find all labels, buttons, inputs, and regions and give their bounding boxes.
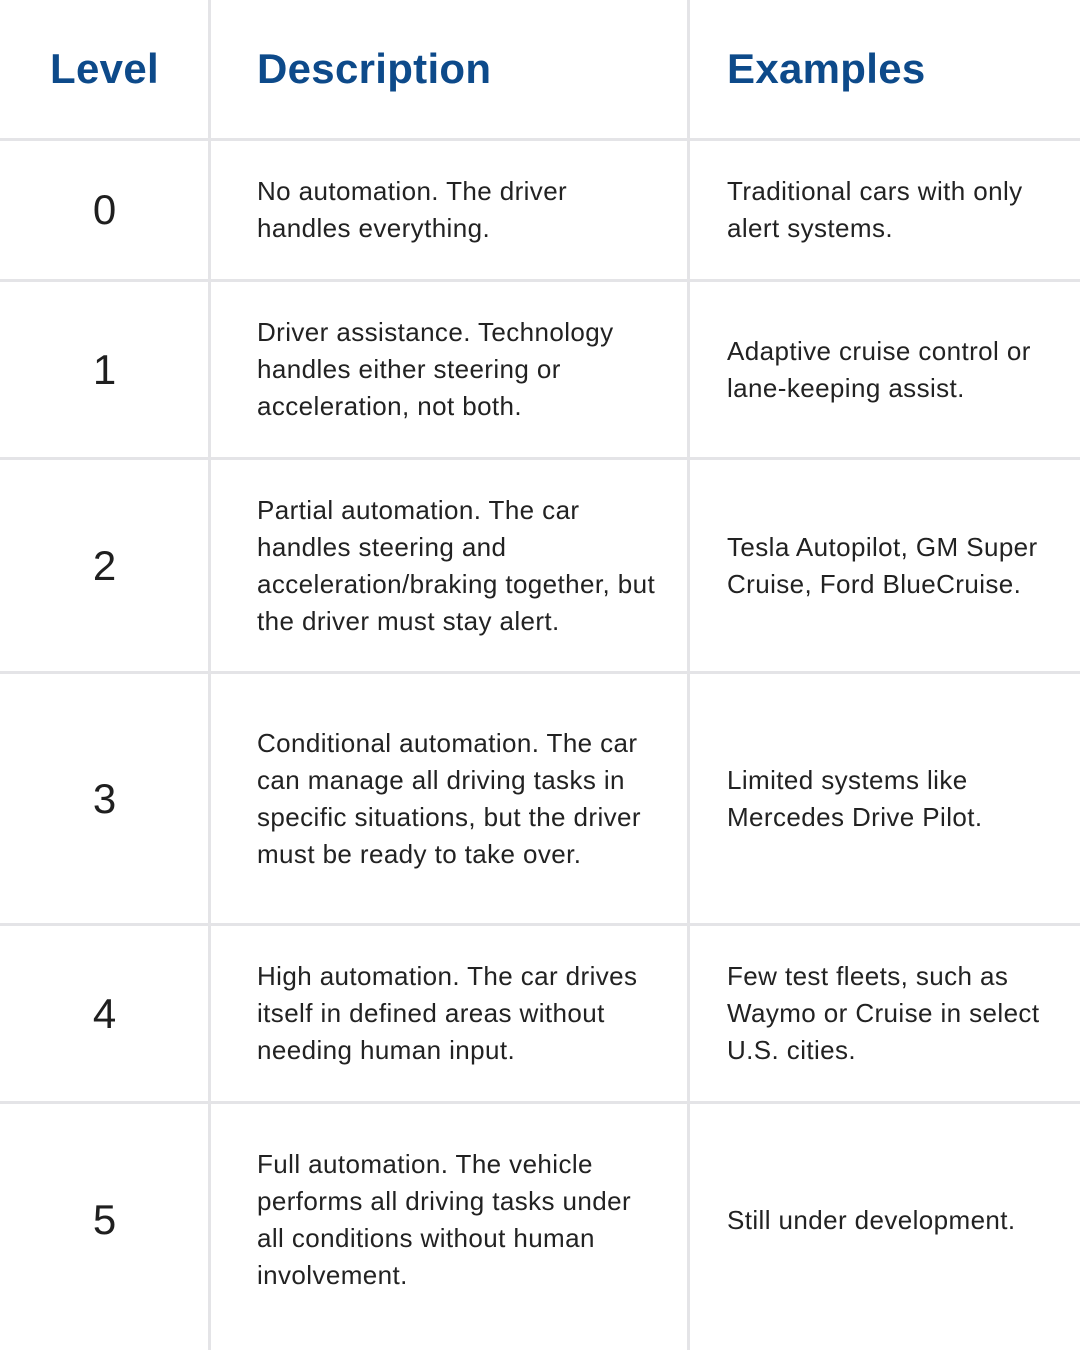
level-cell [0, 1104, 209, 1336]
level-cell [0, 926, 209, 1101]
header-cell-description [257, 0, 657, 138]
level-number: 4 [92, 989, 117, 1037]
description-text: No automation. The driver handles everything. [257, 176, 568, 243]
description-cell [257, 141, 657, 279]
examples-cell [727, 282, 1072, 457]
examples-text: Adaptive cruise control or lane-keeping assist. [727, 335, 1031, 403]
table-row [0, 926, 1080, 1101]
level-number: 5 [92, 1196, 117, 1243]
examples-cell [727, 460, 1072, 671]
header-cell-level [0, 0, 209, 138]
description-cell [257, 1104, 657, 1336]
header-description: Description [257, 45, 492, 92]
level-cell [0, 141, 209, 279]
level-cell [0, 674, 209, 923]
table-row [0, 1104, 1080, 1336]
examples-cell [727, 926, 1072, 1101]
examples-text: Tesla Autopilot, GM Super Cruise, Ford BlueCruise. [727, 531, 1038, 599]
level-number: 1 [92, 345, 117, 393]
description-cell [257, 674, 657, 923]
level-number: 2 [92, 541, 117, 589]
level-cell [0, 460, 209, 671]
table-row [0, 141, 1080, 279]
description-text: Driver assistance. Technology handles either steering or acceleration, not both. [257, 317, 614, 421]
description-text: Partial automation. The car handles steering and acceleration/braking together, but the driver must stay alert. [257, 494, 656, 636]
level-number: 0 [92, 186, 117, 233]
description-text: High automation. The car drives itself in defined areas without needing human input. [257, 961, 638, 1065]
examples-cell [727, 141, 1072, 279]
table-row [0, 674, 1080, 923]
examples-text: Traditional cars with only alert systems. [727, 176, 1023, 243]
description-text: Conditional automation. The car can manage all driving tasks in specific situations, but the driver must be ready to take over. [257, 727, 641, 869]
description-text: Full automation. The vehicle performs all driving tasks under all conditions without human involvement. [257, 1149, 632, 1290]
examples-cell [727, 674, 1072, 923]
description-cell [257, 282, 657, 457]
header-level: Level [50, 45, 159, 92]
level-number: 3 [92, 774, 117, 822]
header-examples: Examples [727, 45, 926, 92]
header-row [0, 0, 1080, 138]
description-cell [257, 460, 657, 671]
table-row [0, 460, 1080, 671]
examples-text: Limited systems like Mercedes Drive Pilot. [727, 764, 983, 832]
examples-text: Still under development. [727, 1204, 1016, 1235]
examples-text: Few test fleets, such as Waymo or Cruise in select U.S. cities. [727, 961, 1040, 1065]
description-cell [257, 926, 657, 1101]
table-row [0, 282, 1080, 457]
header-cell-examples [727, 0, 1072, 138]
examples-cell [727, 1104, 1072, 1336]
level-cell [0, 282, 209, 457]
